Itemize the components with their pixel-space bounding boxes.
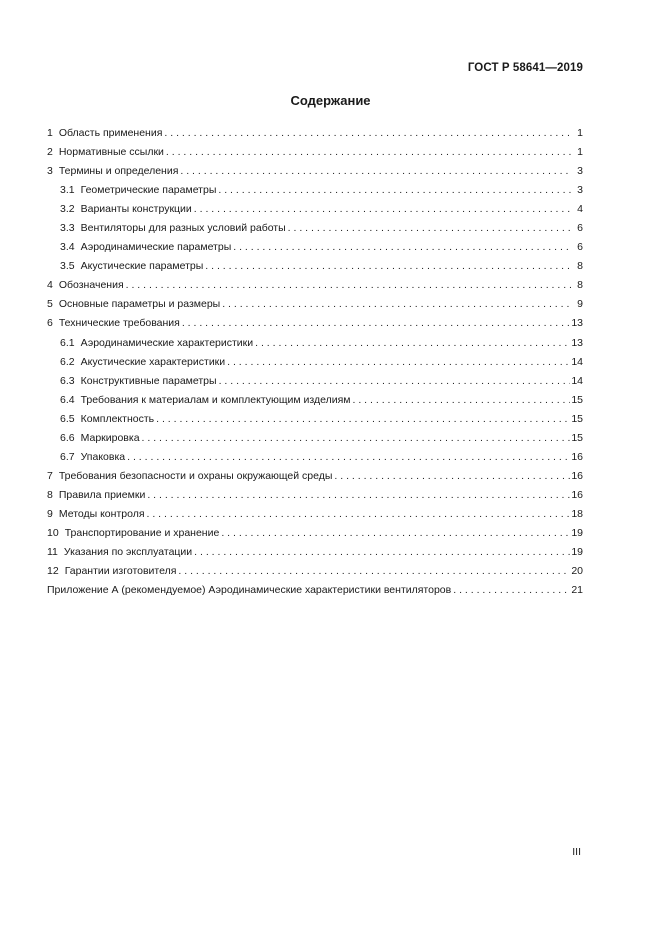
dot-leader bbox=[182, 314, 570, 333]
dot-leader bbox=[205, 257, 572, 276]
toc-entry-number: 2 bbox=[47, 146, 53, 159]
dot-leader bbox=[353, 391, 571, 410]
toc-entry-page: 14 bbox=[571, 355, 583, 368]
dot-leader bbox=[156, 410, 570, 429]
toc-entry[interactable] bbox=[47, 505, 583, 524]
toc-entry-title: Основные параметры и размеры bbox=[58, 298, 221, 311]
toc-entry-number: 10 bbox=[47, 526, 59, 539]
toc-entry-number: 12 bbox=[47, 565, 59, 578]
toc-entry-title: Нормативные ссылки bbox=[58, 146, 164, 159]
dot-leader bbox=[142, 429, 571, 448]
toc-entry-page: 14 bbox=[571, 374, 583, 387]
dot-leader bbox=[233, 238, 572, 257]
dot-leader bbox=[166, 143, 572, 162]
toc-entry-page: 18 bbox=[571, 507, 583, 520]
toc-entry[interactable] bbox=[47, 238, 583, 257]
toc-entry-title: Правила приемки bbox=[58, 488, 146, 501]
table-of-contents bbox=[47, 124, 583, 600]
toc-entry-page: 21 bbox=[571, 584, 583, 597]
toc-entry-page: 1 bbox=[577, 146, 583, 159]
toc-entry-number: 6.2 bbox=[60, 355, 75, 368]
toc-entry[interactable] bbox=[47, 372, 583, 391]
dot-leader bbox=[453, 581, 570, 600]
dot-leader bbox=[194, 200, 572, 219]
dot-leader bbox=[178, 562, 570, 581]
toc-entry-title: Требования к материалам и комплектующим изделиям bbox=[80, 393, 351, 406]
toc-title: Содержание bbox=[290, 93, 371, 108]
toc-entry[interactable] bbox=[47, 181, 583, 200]
toc-entry-number: 6.1 bbox=[60, 336, 75, 349]
toc-entry-number: 11 bbox=[47, 546, 58, 559]
toc-entry-title: Упаковка bbox=[80, 450, 126, 463]
toc-entry-title: Указания по эксплуатации bbox=[63, 546, 193, 559]
toc-entry[interactable] bbox=[47, 524, 583, 543]
document-code: ГОСТ Р 58641—2019 bbox=[467, 62, 583, 74]
toc-entry-number: 4 bbox=[47, 279, 53, 292]
toc-entry-title: Аэродинамические характеристики bbox=[80, 336, 254, 349]
toc-entry-page: 20 bbox=[571, 565, 583, 578]
toc-entry-page: 3 bbox=[577, 184, 583, 197]
toc-entry-title: Приложение А (рекомендуемое) Аэродинамические характеристики вентиляторов bbox=[47, 584, 452, 597]
toc-entry-number: 7 bbox=[47, 469, 53, 482]
dot-leader bbox=[221, 524, 570, 543]
toc-entry[interactable] bbox=[47, 143, 583, 162]
toc-entry-title: Термины и определения bbox=[58, 165, 179, 178]
dot-leader bbox=[288, 219, 572, 238]
toc-entry-page: 15 bbox=[571, 431, 583, 444]
toc-entry-number: 6.7 bbox=[60, 450, 75, 463]
toc-entry-title: Технические требования bbox=[58, 317, 180, 330]
dot-leader bbox=[147, 505, 571, 524]
toc-entry-title: Вентиляторы для разных условий работы bbox=[80, 222, 286, 235]
toc-entry[interactable] bbox=[47, 429, 583, 448]
toc-entry-title: Комплектность bbox=[80, 412, 155, 425]
dot-leader bbox=[126, 276, 572, 295]
toc-entry-title: Обозначения bbox=[58, 279, 124, 292]
toc-entry[interactable] bbox=[47, 295, 583, 314]
toc-entry[interactable] bbox=[47, 581, 583, 600]
toc-entry-title: Акустические характеристики bbox=[80, 355, 226, 368]
toc-entry-page: 16 bbox=[571, 469, 583, 482]
toc-entry[interactable] bbox=[47, 467, 583, 486]
toc-entry-number: 3.1 bbox=[60, 184, 75, 197]
toc-entry-page: 8 bbox=[577, 260, 583, 273]
toc-entry-page: 16 bbox=[571, 488, 583, 501]
dot-leader bbox=[194, 543, 570, 562]
toc-entry-title: Конструктивные параметры bbox=[80, 374, 217, 387]
toc-entry[interactable] bbox=[47, 219, 583, 238]
toc-entry-page: 15 bbox=[571, 393, 583, 406]
toc-entry-page: 9 bbox=[577, 298, 583, 311]
toc-entry-title: Акустические параметры bbox=[80, 260, 204, 273]
toc-entry-number: 6.3 bbox=[60, 374, 75, 387]
toc-entry[interactable] bbox=[47, 314, 583, 333]
toc-entry-title: Область применения bbox=[58, 127, 163, 139]
toc-entry-title: Требования безопасности и охраны окружающей среды bbox=[58, 469, 333, 482]
dot-leader bbox=[334, 467, 570, 486]
toc-entry-number: 3 bbox=[47, 165, 53, 178]
toc-entry-number: 3.4 bbox=[60, 241, 75, 254]
dot-leader bbox=[219, 372, 571, 391]
dot-leader bbox=[227, 353, 570, 372]
toc-entry-number: 6.6 bbox=[60, 431, 75, 444]
toc-entry-page: 6 bbox=[577, 241, 583, 254]
toc-entry[interactable] bbox=[47, 276, 583, 295]
toc-entry[interactable] bbox=[47, 334, 583, 353]
toc-entry-page: 13 bbox=[571, 317, 583, 330]
toc-entry[interactable] bbox=[47, 391, 583, 410]
dot-leader bbox=[255, 334, 570, 353]
toc-entry-title: Маркировка bbox=[80, 431, 140, 444]
toc-entry[interactable] bbox=[47, 448, 583, 467]
toc-entry-number: 6 bbox=[47, 317, 53, 330]
dot-leader bbox=[180, 162, 572, 181]
toc-entry[interactable] bbox=[47, 543, 583, 562]
toc-entry-number: 8 bbox=[47, 488, 53, 501]
toc-entry-number: 3.5 bbox=[60, 260, 75, 273]
toc-entry-title: Методы контроля bbox=[58, 507, 145, 520]
toc-entry-page: 8 bbox=[577, 279, 583, 292]
dot-leader bbox=[164, 124, 572, 143]
toc-entry-number: 6.5 bbox=[60, 412, 75, 425]
toc-entry[interactable] bbox=[47, 124, 583, 143]
toc-entry-number: 6.4 bbox=[60, 393, 75, 406]
toc-entry-title: Гарантии изготовителя bbox=[64, 565, 177, 578]
toc-entry-page: 16 bbox=[571, 450, 583, 463]
toc-entry[interactable] bbox=[47, 562, 583, 581]
page-number: III bbox=[572, 846, 581, 858]
toc-entry-page: 6 bbox=[577, 222, 583, 235]
toc-entry[interactable] bbox=[47, 200, 583, 219]
toc-entry[interactable] bbox=[47, 410, 583, 429]
toc-entry-number: 5 bbox=[47, 298, 53, 311]
toc-entry-title: Варианты конструкции bbox=[80, 203, 192, 216]
toc-entry-page: 13 bbox=[571, 336, 583, 349]
toc-entry-page: 4 bbox=[577, 203, 583, 216]
toc-entry[interactable] bbox=[47, 353, 583, 372]
toc-entry[interactable] bbox=[47, 486, 583, 505]
toc-entry-number: 3.3 bbox=[60, 222, 75, 235]
toc-entry-page: 1 bbox=[577, 127, 583, 139]
toc-entry-page: 15 bbox=[571, 412, 583, 425]
toc-entry-number: 9 bbox=[47, 507, 53, 520]
toc-entry[interactable] bbox=[47, 257, 583, 276]
dot-leader bbox=[127, 448, 570, 467]
toc-entry[interactable] bbox=[47, 162, 583, 181]
toc-entry-number: 3.2 bbox=[60, 203, 75, 216]
toc-entry-title: Геометрические параметры bbox=[80, 184, 217, 197]
toc-entry-number: 1 bbox=[47, 127, 53, 139]
toc-entry-page: 3 bbox=[577, 165, 583, 178]
toc-entry-page: 19 bbox=[571, 546, 583, 559]
dot-leader bbox=[147, 486, 570, 505]
toc-entry-page: 19 bbox=[571, 526, 583, 539]
toc-entry-title: Аэродинамические параметры bbox=[80, 241, 232, 254]
dot-leader bbox=[222, 295, 572, 314]
dot-leader bbox=[218, 181, 572, 200]
toc-entry-title: Транспортирование и хранение bbox=[64, 526, 220, 539]
